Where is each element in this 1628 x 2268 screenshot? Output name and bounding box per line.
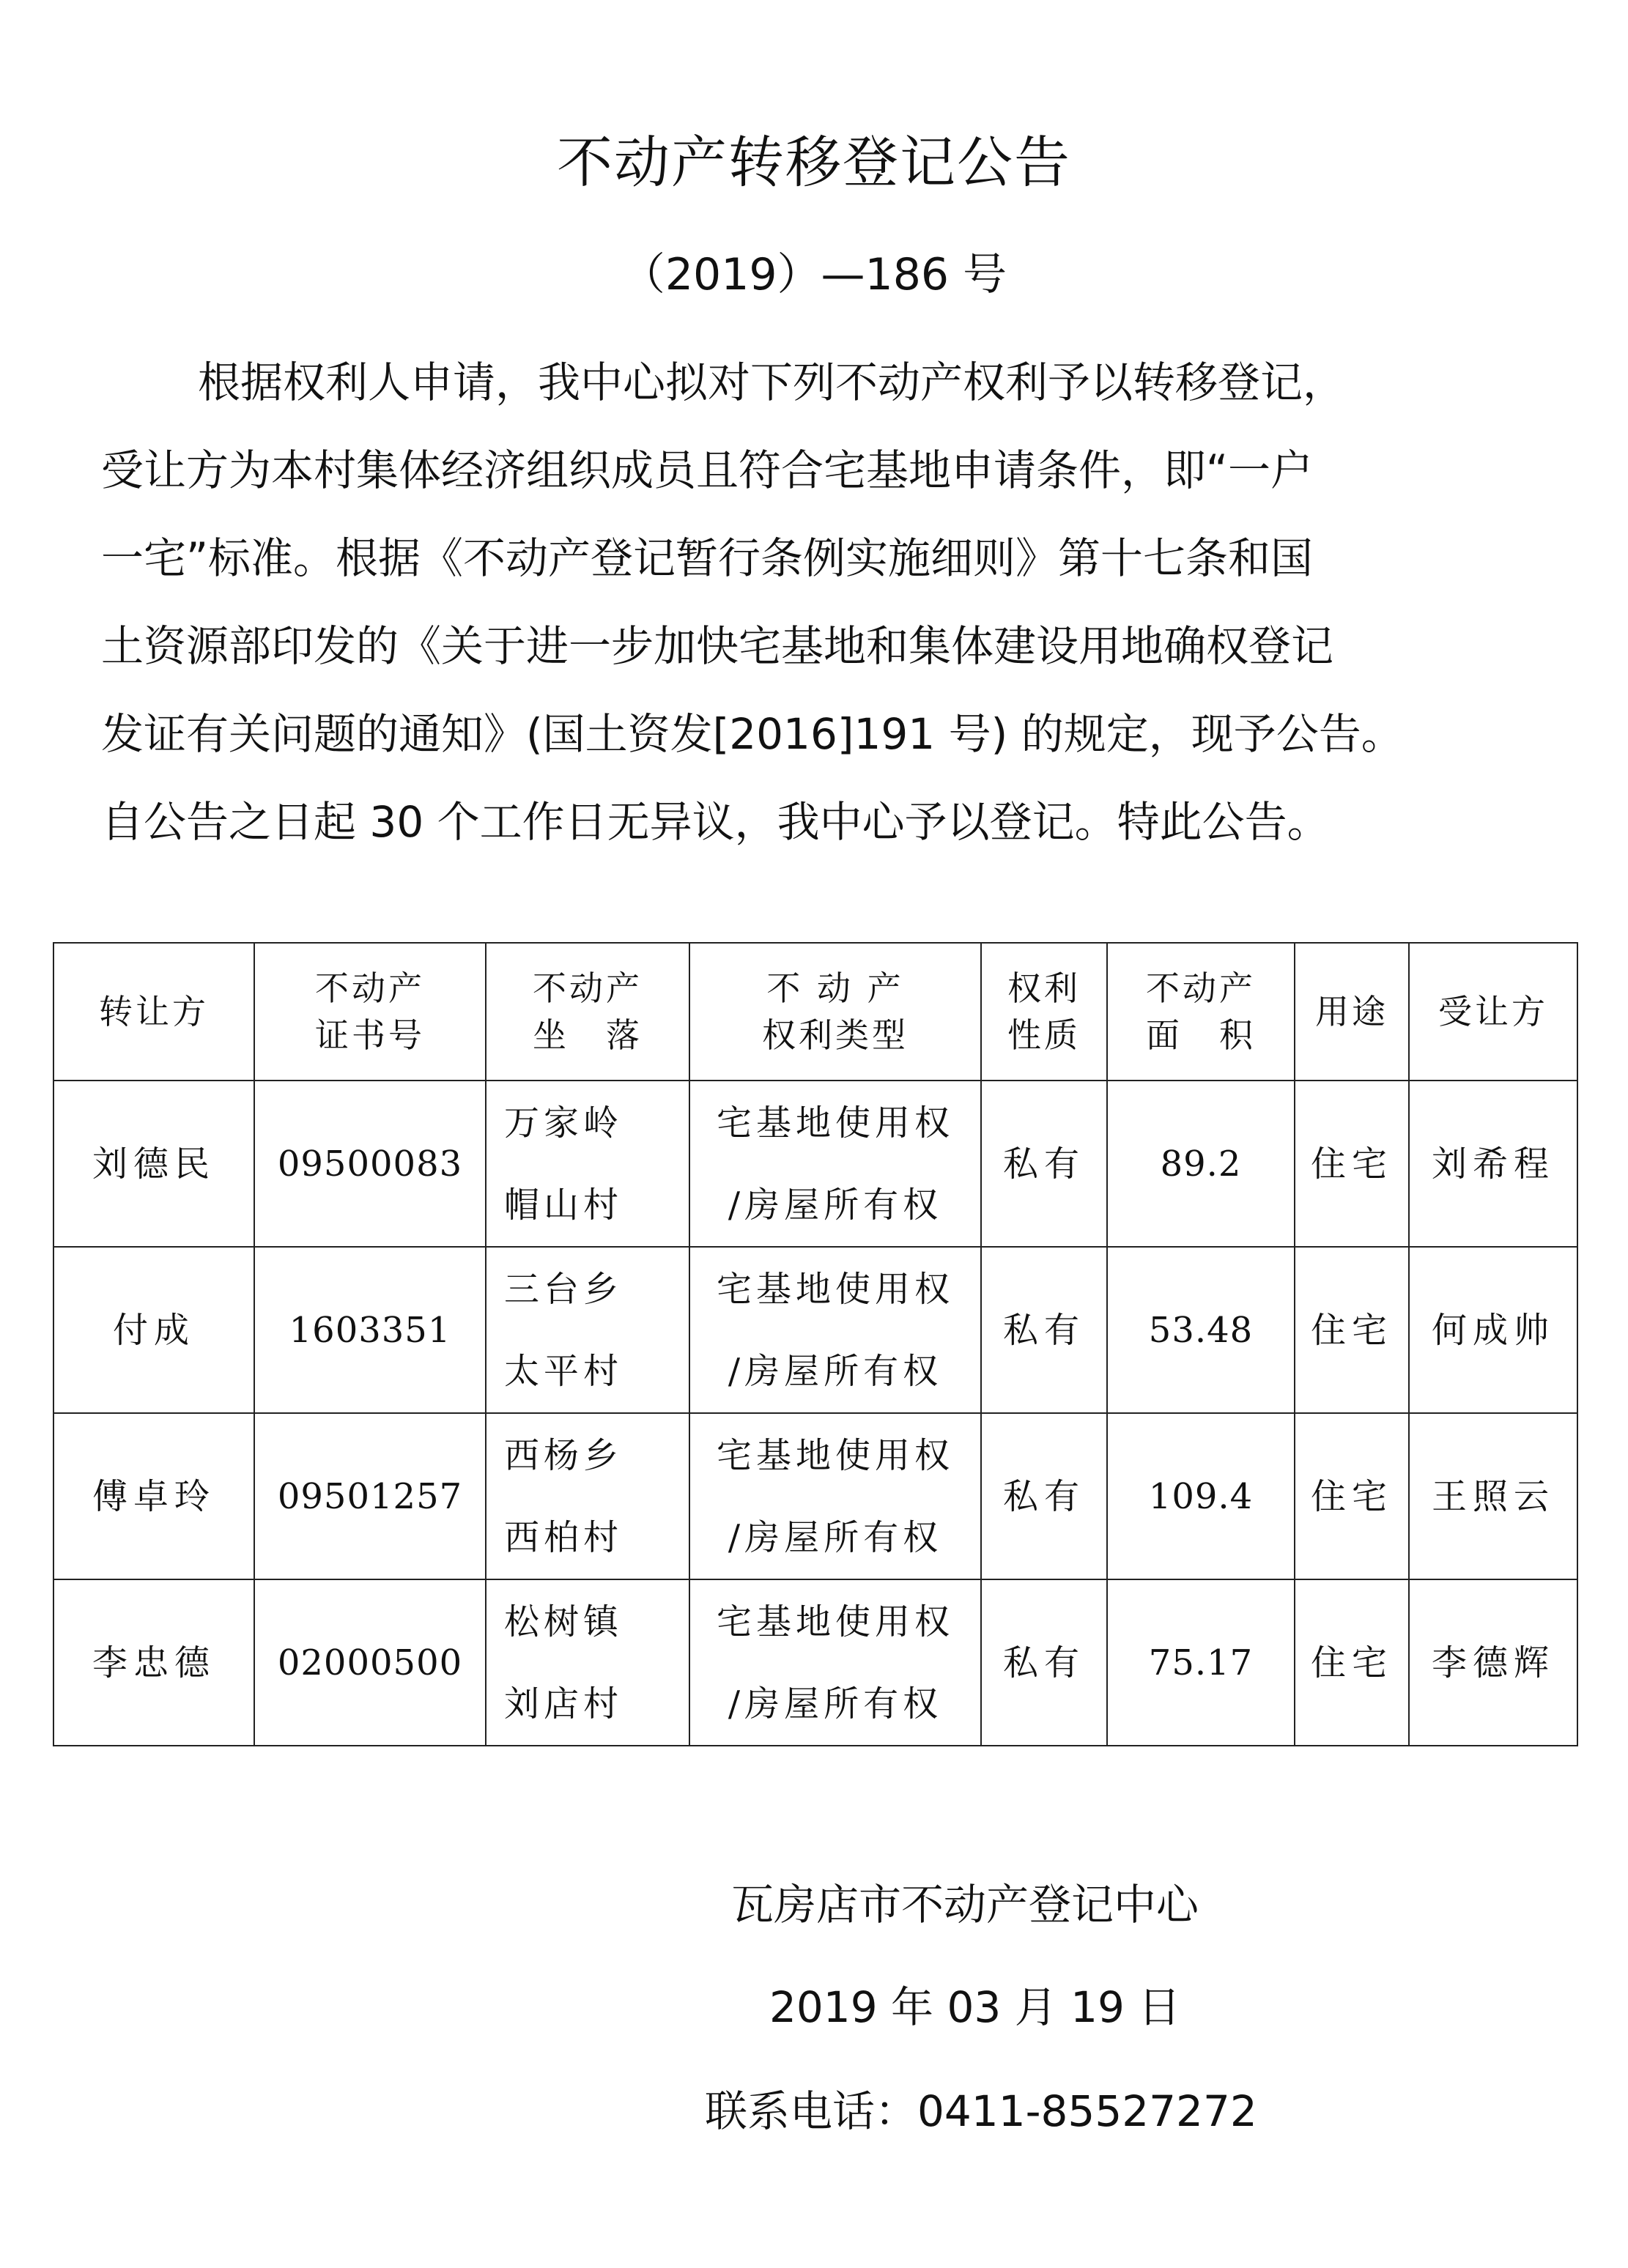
cell-area: 75.17 [1107,1579,1295,1746]
cell-transferee: 王照云 [1409,1413,1577,1579]
cell-right-type: 宅基地使用权 /房屋所有权 [689,1579,981,1746]
cell-usage: 住宅 [1295,1413,1409,1579]
body-line: 根据权利人申请，我中心拟对下列不动产权利予以转移登记， [198,357,1346,407]
body-line: 一宅”标准。根据《不动产登记暂行条例实施细则》第十七条和国 [101,533,1314,583]
cell-transferor: 刘德民 [53,1081,254,1247]
cell-location: 万家岭 帽山村 [486,1081,689,1247]
header-right-type: 不 动 产 权利类型 [689,943,981,1081]
header-area: 不动产 面 积 [1107,943,1295,1081]
cell-transferor: 傅卓玲 [53,1413,254,1579]
body-line: 发证有关问题的通知》(国土资发[2016]191 号) 的规定，现予公告。 [101,709,1404,759]
cell-location: 三台乡 太平村 [486,1247,689,1413]
cell-right-type: 宅基地使用权 /房屋所有权 [689,1247,981,1413]
cell-right-nature: 私有 [981,1081,1107,1247]
property-transfer-table [53,942,1578,1746]
issue-date: 2019 年 03 月 19 日 [769,1982,1181,2032]
cell-area: 53.48 [1107,1247,1295,1413]
cell-area: 109.4 [1107,1413,1295,1579]
cell-right-nature: 私有 [981,1579,1107,1746]
header-transferor: 转让方 [53,943,254,1081]
cell-transferee: 李德辉 [1409,1579,1577,1746]
table-row [53,1413,1577,1579]
document-number: （2019）—186 号 [621,249,1007,300]
contact-phone: 联系电话：0411-85527272 [705,2086,1257,2136]
cell-usage: 住宅 [1295,1579,1409,1746]
body-line: 土资源部印发的《关于进一步加快宅基地和集体建设用地确权登记 [101,621,1334,671]
cell-location: 西杨乡 西柏村 [486,1413,689,1579]
cell-transferor: 付成 [53,1247,254,1413]
cell-usage: 住宅 [1295,1081,1409,1247]
table-row [53,1579,1577,1746]
cell-cert-no: 1603351 [254,1247,486,1413]
cell-location: 松树镇 刘店村 [486,1579,689,1746]
body-line: 受让方为本村集体经济组织成员且符合宅基地申请条件，即“一户 [101,445,1314,495]
cell-transferee: 何成帅 [1409,1247,1577,1413]
header-usage: 用途 [1295,943,1409,1081]
table-header-row [53,943,1577,1081]
cell-right-type: 宅基地使用权 /房屋所有权 [689,1081,981,1247]
table-row [53,1081,1577,1247]
header-right-nature: 权利 性质 [981,943,1107,1081]
notice-body [101,338,1537,866]
table-row [53,1247,1577,1413]
cell-right-nature: 私有 [981,1413,1107,1579]
body-line: 自公告之日起 30 个工作日无异议，我中心予以登记。特此公告。 [101,797,1330,847]
cell-transferor: 李忠德 [53,1579,254,1746]
header-transferee: 受让方 [1409,943,1577,1081]
cell-cert-no: 02000500 [254,1579,486,1746]
cell-right-nature: 私有 [981,1247,1107,1413]
cell-cert-no: 09500083 [254,1081,486,1247]
notice-title: 不动产转移登记公告 [557,130,1071,195]
cell-cert-no: 09501257 [254,1413,486,1579]
issuer-name: 瓦房店市不动产登记中心 [731,1880,1199,1930]
cell-transferee: 刘希程 [1409,1081,1577,1247]
cell-usage: 住宅 [1295,1247,1409,1413]
header-location: 不动产 坐 落 [486,943,689,1081]
cell-right-type: 宅基地使用权 /房屋所有权 [689,1413,981,1579]
cell-area: 89.2 [1107,1081,1295,1247]
header-cert-no: 不动产 证书号 [254,943,486,1081]
